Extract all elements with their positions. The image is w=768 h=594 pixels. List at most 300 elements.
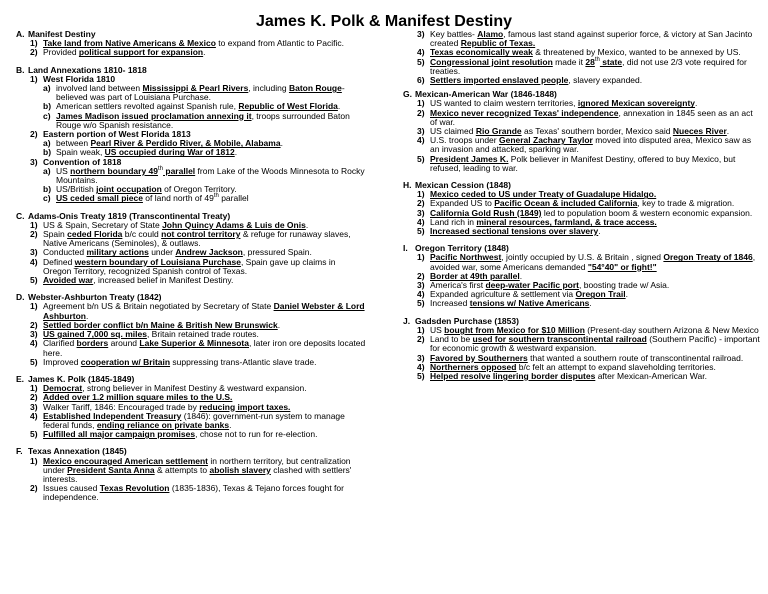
text-run: Conducted [43,247,87,258]
outline-section [16,375,366,439]
item-text [43,275,233,285]
text-run: . [337,101,341,112]
item-text [430,57,747,76]
key-term: western boundary of Louisiana Purchase [74,256,241,267]
text-run: , jointly occupied by U.S. & Britain , signed [501,252,664,263]
text-run: , did not use 2/3 vote required for treaties. [430,56,747,76]
text-run: US wanted to claim western territories, [430,98,578,109]
outline-section [403,181,761,236]
text-run: , Spain gave up claims in Oregon Territory, recognized Spanish control of Texas. [43,256,336,276]
outline-section [16,30,366,58]
text-run: Provided [43,47,79,58]
ordinal-suffix: th [158,166,164,173]
text-run: West Florida 1810 [43,73,116,84]
item-text [43,229,351,248]
key-term: state [599,56,623,67]
section-items [16,384,366,439]
text-run: US [430,324,445,335]
sub-item-letter: c) [43,110,51,121]
text-run: suppressing trans-Atlantic slave trade. [170,356,317,367]
item-number: 6) [417,75,425,86]
item-text [43,411,345,430]
item-number: 2) [30,319,38,330]
sub-item [43,167,366,185]
sub-item-text [56,111,350,130]
key-term: ending reliance on private banks [96,419,230,430]
item-number: 4) [417,135,425,146]
key-term: Favored by Southerners [430,352,528,363]
text-run: that wanted a southern route of transcontinental railroad. [527,352,744,363]
text-run: America's first [430,280,486,291]
text-run: Land to be [430,334,473,345]
text-run: - believed was part of Louisiana Purchase. [56,83,345,103]
text-run: . [726,126,730,137]
key-term: political support for expansion [78,47,204,58]
left-column [16,30,366,590]
item-number: 3) [417,280,425,291]
section-items [16,39,366,57]
key-term: US ceded small piece [56,193,143,204]
section-letter: C. [16,210,25,221]
item-number: 5) [417,370,425,381]
key-term: Congressional joint resolution [430,56,553,67]
text-run: of land north of 49 [142,193,214,204]
text-run: American settlers revolted against Spanish rule, [56,101,239,112]
text-run: . [234,147,238,158]
text-run: moved into disputed area, Mexico saw as an invasion and attacked, sparking war. [430,135,752,155]
key-term: Mexico never recognized Texas' independence [430,107,619,118]
text-run: , Britain retained trade routes. [146,329,259,340]
item-text [430,135,751,154]
item-text [430,75,642,85]
key-term: Take land from Native Americans & Mexico [43,38,216,49]
text-run: Walker Tariff, 1846: Encouraged trade by [43,401,200,412]
list-item [16,302,366,320]
item-number: 5) [417,153,425,164]
sub-item-letter: c) [43,193,51,204]
text-run: . [305,219,309,230]
section-letter: B. [16,64,25,75]
item-number: 5) [417,226,425,237]
text-run: , slavery expanded. [568,75,643,86]
section-letter: D. [16,292,25,303]
text-run: Key battles- [430,30,478,39]
text-run: led to population boom & western economic expansion. [541,207,753,218]
key-term: Northerners opposed [430,361,517,372]
text-run: , later iron ore deposits located here. [43,338,366,358]
item-number: 3) [30,329,38,340]
text-run: US claimed [430,126,476,137]
text-run: Expanded agriculture & settlement via [430,289,576,300]
text-run: , avoided war, some Americans demanded [430,252,756,272]
text-run: between [56,138,91,149]
text-run: parallel [218,193,249,204]
key-term: Mexico ceded to US under Treaty of Guadalupe Hidalgo. [430,189,657,200]
list-item [16,258,366,276]
text-run: , including [248,83,289,94]
section-letter: G. [403,89,412,100]
text-run: under [148,247,176,258]
key-term: Pacific Northwest [430,252,502,263]
text-run: Expanded US to [430,198,495,209]
text-run: (1846): government-run system to manage federal funds, [43,410,345,430]
outline-section [403,317,761,381]
item-text [43,357,317,367]
text-run: Polk believer in Manifest Destiny, offered to buy Mexico, but refused, leading to war. [430,153,736,173]
key-term: Baton Rouge [288,83,342,94]
sub-item [43,112,366,130]
sub-item-letter: b) [43,184,52,195]
item-number: 3) [417,126,425,137]
item-number: 2) [417,270,425,281]
sub-item-letter: a) [43,165,51,176]
list-item [403,155,761,173]
item-number: 5) [417,298,425,309]
section-letter: J. [403,315,411,326]
item-number: 2) [417,198,425,209]
item-number: 2) [30,47,38,58]
text-run: , famous last stand against superior force, & victory at San Jacinto created [430,30,753,49]
list-item [16,457,366,485]
section-items [16,457,366,503]
text-run: . [519,270,523,281]
sub-item-text [56,193,249,203]
text-run: of Oregon Territory. [161,184,237,195]
text-run: clashed with settlers' interests. [43,464,352,484]
section-title: Oregon Territory (1848) [415,243,509,254]
item-number: 3) [30,401,38,412]
key-term: John Quincy Adams & Luis de Onis [162,219,306,230]
key-term: Andrew Jackson [175,247,243,258]
text-run: Convention of 1818 [43,156,122,167]
text-run: (Southern Pacific) - important for economic growth & westward expansion. [430,334,760,354]
text-run: around [108,338,140,349]
sub-item [43,194,366,203]
key-term: Democrat [43,383,83,394]
list-item [16,412,366,430]
outline-section [16,66,366,204]
key-term: US occupied during War of 1812 [104,147,235,158]
key-term: Texas economically weak [430,47,533,58]
text-run: (1835-1836), Texas & Tejano forces fought for independence. [43,483,344,503]
section-items [403,326,761,381]
key-term: not control territory [161,229,241,240]
item-number: 4) [417,47,425,58]
sub-item-text [56,83,345,102]
outline-section [16,212,366,286]
item-text [43,429,317,439]
text-run: . [277,319,281,330]
item-text [430,108,753,127]
key-term: Fulfilled all major campaign promises [43,429,196,440]
item-text [43,338,365,357]
text-run: . [280,138,283,149]
section-title: Adams-Onis Treaty 1819 (Transcontinental Treaty) [28,210,231,221]
section-letter: A. [16,30,25,39]
item-text [43,483,344,502]
key-term: ignored Mexican sovereignty [577,98,696,109]
text-run: Agreement b/n US & Britain negotiated by Secretary of State [43,301,274,312]
text-run: . [85,310,89,321]
section-items [16,302,366,366]
key-term: "54°40" or fight!" [587,261,657,272]
key-term: Rio Grande [475,126,522,137]
text-run: , strong believer in Manifest Destiny & westward expansion. [82,383,307,394]
item-text [430,371,707,381]
list-item [403,30,761,48]
key-term: Oregon Treaty of 1846 [663,252,753,263]
key-term: Texas Revolution [99,483,170,494]
list-item [403,299,761,308]
item-number: 5) [30,275,38,286]
key-term: Avoided war [43,275,94,286]
text-run: US [56,165,71,176]
item-text [43,257,335,276]
list-item [16,48,366,57]
text-run: , troops surrounded Baton Rouge w/o Spanish resistance. [56,110,350,130]
key-term: bought from Mexico for $10 Million [444,324,585,335]
key-term: Mexico encouraged American settlement [43,455,209,466]
key-term: Mississippi & Pearl Rivers [142,83,249,94]
item-text [430,154,735,173]
key-term: 28 [585,56,595,67]
item-number: 5) [30,356,38,367]
text-run: , chose not to run for re-election. [195,429,318,440]
item-number: 4) [417,216,425,227]
item-text [430,30,752,48]
key-term: Added over 1.2 million square miles to the U.S. [43,392,233,403]
text-run: Clarified [43,338,77,349]
text-run: b/c could [122,229,162,240]
text-run: . [598,226,601,237]
list-item [16,358,366,367]
text-run: U.S. troops under [430,135,499,146]
item-number: 1) [30,301,38,312]
item-number: 3) [30,247,38,258]
section-title: Texas Annexation (1845) [28,446,127,457]
text-run: . [695,98,698,109]
outline-section [403,244,761,308]
item-text [430,298,592,308]
item-number: 2) [30,483,38,494]
key-term: cooperation w/ Britain [80,356,171,367]
list-item [403,335,761,353]
key-term: Republic of Texas. [460,38,536,49]
key-term: used for southern transcontinental railroad [472,334,647,345]
key-term: Settled border conflict b/n Maine & British New Brunswick [43,319,278,330]
item-number: 4) [417,361,425,372]
text-run: , pressured Spain. [242,247,312,258]
key-term: Alamo [477,30,504,39]
list-item [16,230,366,248]
list-item [403,253,761,271]
list-item [403,136,761,154]
text-run: Eastern portion of West Florida 1813 [43,129,191,140]
item-text [43,456,351,484]
sub-item-letter: b) [43,101,52,112]
item-number: 5) [417,56,425,67]
item-number: 4) [417,289,425,300]
key-term: abolish slavery [209,464,271,475]
key-term: borders [76,338,109,349]
key-term: Settlers imported enslaved people [430,75,569,86]
key-term: Pacific Ocean & included California [494,198,638,209]
text-run: & attempts to [154,464,210,475]
item-number: 3) [417,207,425,218]
key-term: General Zachary Taylor [498,135,593,146]
key-term: US gained 7,000 sq. miles [43,329,147,340]
outline-section [403,30,761,85]
section-title: Gadsden Purchase (1853) [415,315,519,326]
text-run: Improved [43,356,81,367]
text-run: as Texas' southern border, Mexico said [521,126,673,137]
key-term: Increased sectional tensions over slavery [430,226,599,237]
section-letter: H. [403,180,412,191]
section-items [403,99,761,173]
document-title: James K. Polk & Manifest Destiny [255,13,513,30]
section-title: Mexican Cession (1848) [415,180,511,191]
text-run: . [203,47,206,58]
text-run: in northern territory, but centralization under [43,455,351,475]
key-term: President James K. [430,153,509,164]
text-run: b/c felt an attempt to expand slaveholding territories. [516,361,716,372]
list-item [16,430,366,439]
item-number: 5) [30,429,38,440]
item-number: 1) [417,98,425,109]
outline-section [16,293,366,367]
key-term: Pearl River & Perdido River, & Mobile, Alabama [90,138,281,149]
section-items [403,190,761,236]
section-letter: E. [16,373,25,384]
list-item [16,339,366,357]
text-run: . [589,298,592,309]
item-number: 3) [30,156,38,167]
ordinal-suffix: th [594,56,600,63]
text-run: from Lake of the Woods Minnesota to Rocky Mountains. [56,165,365,186]
sub-item-text [56,166,365,185]
section-letter: I. [403,243,408,254]
key-term: Established Independent Treasury [43,410,182,421]
key-term: joint occupation [96,184,162,195]
sub-item-letter: a) [43,138,51,149]
key-term: ceded Florida [67,229,123,240]
text-run: & threatened by Mexico, wanted to be annexed by US. [532,47,741,58]
key-term: Border at 49th parallel [430,270,520,281]
sub-item [43,84,366,102]
right-column [403,30,761,590]
text-run: , annexation in 1845 seen as an act of war. [430,107,753,127]
key-term: Daniel Webster & Lord Ashburton [43,301,365,321]
key-term: northern boundary 49 [70,165,159,176]
item-number: 1) [417,252,425,263]
section-title: Mexican-American War (1846-1848) [415,89,557,100]
text-run: Increased [430,298,470,309]
item-number: 1) [417,324,425,335]
item-number: 1) [30,73,38,84]
list-item [16,130,366,158]
text-run: Spain weak, [56,147,105,158]
text-run: . [625,289,628,300]
key-term: parallel [163,165,196,176]
section-title: James K. Polk (1845-1849) [28,373,135,384]
sub-items [43,139,366,157]
key-term: tensions w/ Native Americans [469,298,590,309]
item-number: 1) [30,38,38,49]
item-number: 2) [417,334,425,345]
list-item [403,372,761,381]
sub-item-letter: b) [43,147,52,158]
item-text [430,334,760,353]
item-number: 2) [30,229,38,240]
list-item [16,276,366,285]
text-run: made it [552,56,586,67]
sub-items [43,84,366,130]
item-number: 3) [417,30,425,39]
key-term: Lake Superior & Minnesota [139,338,249,349]
item-number: 2) [30,392,38,403]
text-run: Land rich in [430,216,477,227]
text-run: US/British [56,184,97,195]
text-run: Spain [43,229,68,240]
item-number: 2) [417,107,425,118]
section-items [16,75,366,204]
key-term: mineral resources, farmland, & trace access. [476,216,657,227]
text-run: Defined [43,256,75,267]
key-term: military actions [86,247,149,258]
section-items [403,30,761,85]
list-item [16,75,366,130]
key-term: California Gold Rush (1849) [430,207,542,218]
list-item [16,158,366,204]
text-run: , boosting trade w/ Asia. [579,280,670,291]
key-term: James Madison issued proclamation annexing it [56,110,252,121]
item-number: 4) [30,256,38,267]
key-term: Helped resolve lingering border disputes [430,370,596,381]
ordinal-suffix: th [213,193,219,200]
key-term: Oregon Trail [575,289,626,300]
item-number: 1) [30,219,38,230]
item-text [43,47,206,57]
key-term: President Santa Anna [67,464,155,475]
sub-items [43,167,366,204]
text-run: involved land between [56,83,143,94]
text-run: . [229,419,232,430]
text-run: to expand from Atlantic to Pacific. [215,38,344,49]
list-item [403,227,761,236]
item-text [430,226,601,236]
list-item [16,484,366,502]
list-item [403,109,761,127]
text-run: after Mexican-American War. [595,370,707,381]
item-number: 1) [30,383,38,394]
item-number: 1) [417,189,425,200]
item-number: 3) [417,352,425,363]
section-title: Land Annexations 1810- 1818 [28,64,147,75]
section-letter: F. [16,446,23,457]
sub-item-letter: a) [43,83,51,94]
text-run: Issues caused [43,483,100,494]
text-run: & refuge for runaway slaves, Native Americans (Seminoles), & outlaws. [43,229,351,249]
list-item [403,58,761,76]
text-run: (Present-day southern Arizona & New Mexico [584,324,759,335]
text-run: US & Spain, Secretary of State [43,219,163,230]
item-number: 1) [30,455,38,466]
outline-section [403,90,761,173]
key-term: reducing import taxes. [199,401,291,412]
section-title: Manifest Destiny [28,30,96,39]
text-run: , increased belief in Manifest Destiny. [93,275,234,286]
key-term: Republic of West Florida [238,101,338,112]
